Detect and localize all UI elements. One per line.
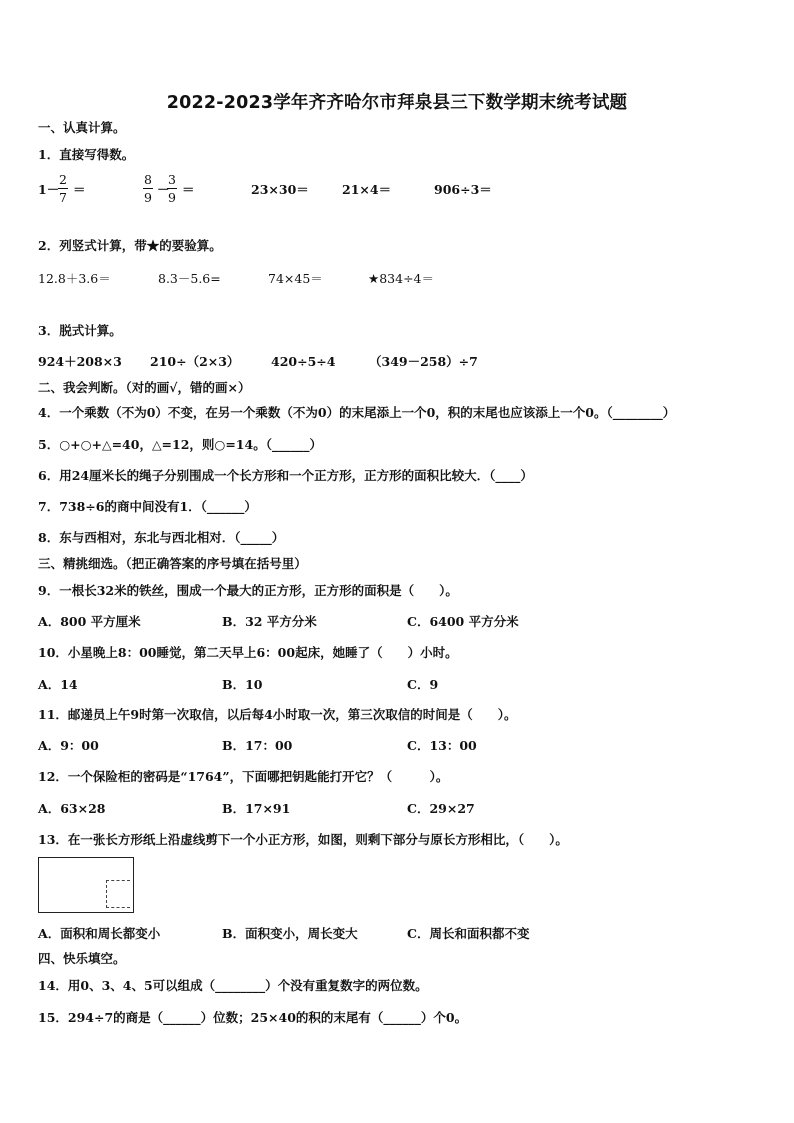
q1b-fraction-1 [143, 172, 153, 205]
q3c: 420÷5÷4 [271, 354, 336, 369]
question-11-stem: 11．邮递员上午9时第一次取信，以后每4小时取一次，第三次取信的时间是（ ）。 [38, 707, 517, 722]
question-9-option-b: B．32 平方分米 [222, 614, 317, 629]
question-10-option-c: C．9 [407, 677, 439, 692]
q1e: 906÷3＝ [434, 182, 492, 197]
question-2-label: 2．列竖式计算，带★的要验算。 [38, 238, 222, 253]
q2a: 12.8＋3.6＝ [38, 271, 111, 286]
q3d: （349－258）÷7 [369, 354, 478, 369]
question-11-option-b: B．17：00 [222, 738, 293, 753]
q1b-denominator-2: 9 [168, 190, 176, 205]
q2c: 74×45＝ [268, 271, 323, 286]
question-6: 6．用24厘米长的绳子分别围成一个长方形和一个正方形，正方形的面积比较大．（____） [38, 468, 533, 483]
question-4: 4．一个乘数（不为0）不变，在另一个乘数（不为0）的末尾添上一个0，积的末尾也应该添上一个0。（________） [38, 405, 676, 420]
rectangle-figure [38, 857, 134, 913]
q1b-fraction-2 [167, 172, 177, 205]
question-5: 5．○+○+△=40，△=12，则○=14。（______） [38, 437, 322, 452]
question-10-stem: 10．小星晚上8：00睡觉，第二天早上6：00起床，她睡了（ ）小时。 [38, 645, 458, 660]
section-heading-2: 二、我会判断。（对的画√，错的画×） [38, 380, 251, 395]
question-13-option-c: C．周长和面积都不变 [407, 926, 530, 941]
q1a-fraction [58, 172, 68, 205]
question-13-option-a: A．面积和周长都变小 [38, 926, 161, 941]
q1b-numerator-1: 8 [144, 172, 152, 187]
question-9-option-c: C．6400 平方分米 [407, 614, 519, 629]
question-1-label: 1．直接写得数。 [38, 147, 135, 162]
question-10-option-b: B．10 [222, 677, 263, 692]
question-13-stem: 13．在一张长方形纸上沿虚线剪下一个小正方形，如图，则剩下部分与原长方形相比，（ ）。 [38, 832, 568, 847]
question-11-option-a: A．9：00 [38, 738, 99, 753]
q2b: 8.3－5.6= [158, 271, 221, 286]
q3a: 924＋208×3 [38, 354, 122, 369]
question-8: 8．东与西相对，东北与西北相对．（_____） [38, 530, 285, 545]
q1d: 21×4＝ [342, 182, 392, 197]
question-7: 7．738÷6的商中间没有1．（______） [38, 499, 257, 514]
q1a-suffix: ＝ [73, 182, 86, 197]
question-12-option-c: C．29×27 [407, 801, 475, 816]
question-15: 15．294÷7的商是（______）位数；25×40的积的末尾有（______）个0。 [38, 1010, 468, 1025]
question-9-option-a: A．800 平方厘米 [38, 614, 141, 629]
question-10-option-a: A．14 [38, 677, 78, 692]
section-heading-3: 三、精挑细选。（把正确答案的序号填在括号里） [38, 556, 307, 571]
section-heading-1: 一、认真计算。 [38, 120, 126, 135]
q3b: 210÷（2×3） [150, 354, 240, 369]
q2d: ★834÷4＝ [368, 271, 434, 286]
question-3-label: 3．脱式计算。 [38, 323, 122, 338]
q1c: 23×30＝ [251, 182, 309, 197]
q1b-suffix: ＝ [182, 182, 195, 197]
question-12-option-a: A．63×28 [38, 801, 106, 816]
q1b-denominator-1: 9 [144, 190, 152, 205]
q1a-prefix: 1－ [38, 182, 60, 197]
page-title: 2022-2023学年齐齐哈尔市拜泉县三下数学期末统考试题 [166, 93, 628, 113]
q1b-numerator-2: 3 [168, 172, 176, 187]
question-12-option-b: B．17×91 [222, 801, 291, 816]
q1a-numerator: 2 [59, 172, 67, 187]
q1a-denominator: 7 [59, 190, 67, 205]
question-13-option-b: B．面积变小，周长变大 [222, 926, 358, 941]
section-heading-4: 四、快乐填空。 [38, 951, 126, 966]
q1b-minus: － [157, 182, 170, 197]
question-14: 14．用0、3、4、5可以组成（________）个没有重复数字的两位数。 [38, 978, 428, 993]
cut-square-dashed [106, 880, 130, 908]
question-11-option-c: C．13：00 [407, 738, 477, 753]
question-9-stem: 9．一根长32米的铁丝，围成一个最大的正方形，正方形的面积是（ ）。 [38, 583, 458, 598]
question-12-stem: 12．一个保险柜的密码是“1764”，下面哪把钥匙能打开它？（ ）。 [38, 769, 449, 784]
